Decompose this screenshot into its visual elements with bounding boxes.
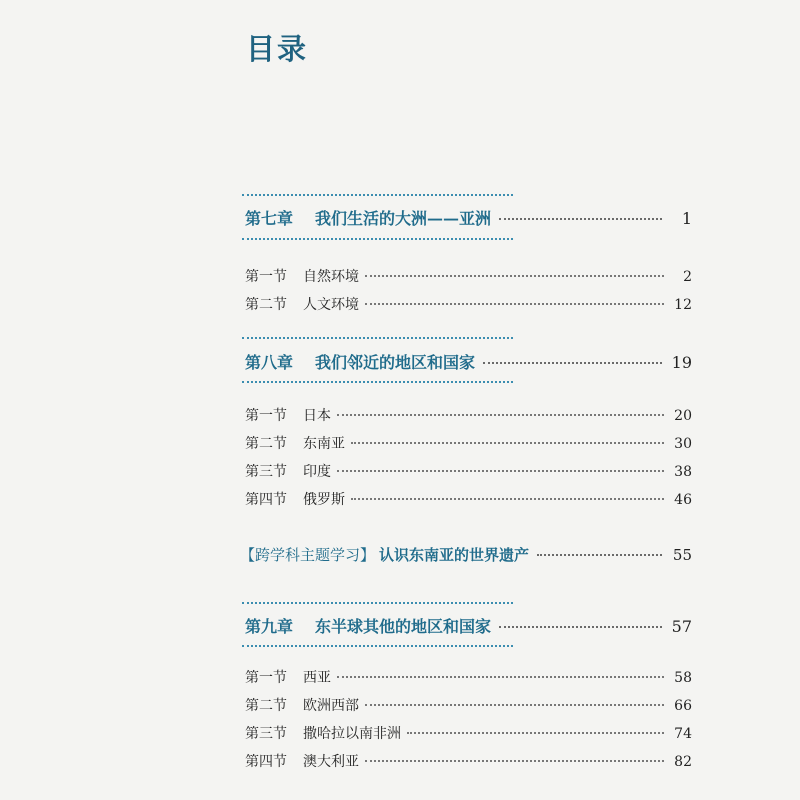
interdisciplinary-entry[interactable] bbox=[240, 544, 692, 565]
page-number: 1 bbox=[681, 209, 692, 228]
page-number: 57 bbox=[671, 617, 692, 636]
chapter-divider bbox=[242, 602, 513, 604]
interdisciplinary-tag: 【跨学科主题学习】 bbox=[240, 546, 376, 564]
section-title: 西亚 bbox=[303, 670, 331, 686]
section-number: 第三节 bbox=[245, 726, 287, 742]
section-title: 人文环境 bbox=[303, 297, 359, 313]
chapter-entry[interactable] bbox=[245, 350, 692, 373]
dot-leader bbox=[483, 362, 662, 364]
chapter-entry[interactable] bbox=[245, 614, 692, 637]
chapter-number: 第七章 bbox=[245, 209, 294, 228]
page-title: 目录 bbox=[246, 32, 309, 66]
chapter-divider bbox=[242, 337, 513, 339]
section-title: 撒哈拉以南非洲 bbox=[303, 726, 401, 742]
section-title: 欧洲西部 bbox=[303, 698, 359, 714]
section-entry[interactable] bbox=[245, 489, 692, 509]
page-number: 66 bbox=[674, 698, 692, 714]
section-entry[interactable] bbox=[245, 723, 692, 743]
section-number: 第二节 bbox=[245, 436, 287, 452]
dot-leader bbox=[365, 303, 664, 305]
section-entry[interactable] bbox=[245, 266, 692, 286]
chapter-divider bbox=[242, 238, 513, 240]
dot-leader bbox=[351, 498, 664, 500]
chapter-number: 第九章 bbox=[245, 617, 294, 636]
dot-leader bbox=[365, 704, 664, 706]
section-title: 日本 bbox=[303, 408, 331, 424]
interdisciplinary-title: 认识东南亚的世界遗产 bbox=[379, 546, 530, 564]
section-number: 第一节 bbox=[245, 408, 287, 424]
chapter-divider bbox=[242, 381, 513, 383]
section-entry[interactable] bbox=[245, 461, 692, 481]
dot-leader bbox=[537, 554, 662, 556]
section-number: 第四节 bbox=[245, 754, 287, 770]
section-entry[interactable] bbox=[245, 294, 692, 314]
section-entry[interactable] bbox=[245, 667, 692, 687]
section-number: 第三节 bbox=[245, 464, 287, 480]
dot-leader bbox=[407, 732, 664, 734]
section-number: 第二节 bbox=[245, 297, 287, 313]
page-number: 20 bbox=[674, 408, 692, 424]
dot-leader bbox=[337, 414, 664, 416]
page-number: 82 bbox=[674, 754, 692, 770]
page-number: 74 bbox=[674, 726, 692, 742]
chapter-divider bbox=[242, 645, 513, 647]
section-number: 第四节 bbox=[245, 492, 287, 508]
section-entry[interactable] bbox=[245, 433, 692, 453]
dot-leader bbox=[499, 218, 662, 220]
dot-leader bbox=[337, 470, 664, 472]
section-title: 自然环境 bbox=[303, 269, 359, 285]
dot-leader bbox=[499, 626, 662, 628]
page-number: 55 bbox=[672, 546, 692, 564]
page-number: 2 bbox=[683, 269, 692, 285]
chapter-title: 东半球其他的地区和国家 bbox=[315, 617, 492, 636]
section-entry[interactable] bbox=[245, 751, 692, 771]
section-entry[interactable] bbox=[245, 695, 692, 715]
dot-leader bbox=[365, 275, 664, 277]
chapter-number: 第八章 bbox=[245, 353, 294, 372]
chapter-entry[interactable] bbox=[245, 206, 692, 229]
page-number: 30 bbox=[674, 436, 692, 452]
page-number: 38 bbox=[674, 464, 692, 480]
chapter-title: 我们邻近的地区和国家 bbox=[315, 353, 476, 372]
dot-leader bbox=[337, 676, 664, 678]
dot-leader bbox=[365, 760, 664, 762]
section-title: 俄罗斯 bbox=[303, 492, 345, 508]
page-number: 19 bbox=[671, 353, 692, 372]
section-entry[interactable] bbox=[245, 405, 692, 425]
chapter-title: 我们生活的大洲——亚洲 bbox=[315, 209, 492, 228]
dot-leader bbox=[351, 442, 664, 444]
section-number: 第一节 bbox=[245, 670, 287, 686]
section-title: 澳大利亚 bbox=[303, 754, 359, 770]
section-number: 第二节 bbox=[245, 698, 287, 714]
section-title: 印度 bbox=[303, 464, 331, 480]
section-number: 第一节 bbox=[245, 269, 287, 285]
chapter-divider bbox=[242, 194, 513, 196]
section-title: 东南亚 bbox=[303, 436, 345, 452]
page-number: 12 bbox=[674, 297, 692, 313]
page-number: 46 bbox=[674, 492, 692, 508]
page-number: 58 bbox=[674, 670, 692, 686]
